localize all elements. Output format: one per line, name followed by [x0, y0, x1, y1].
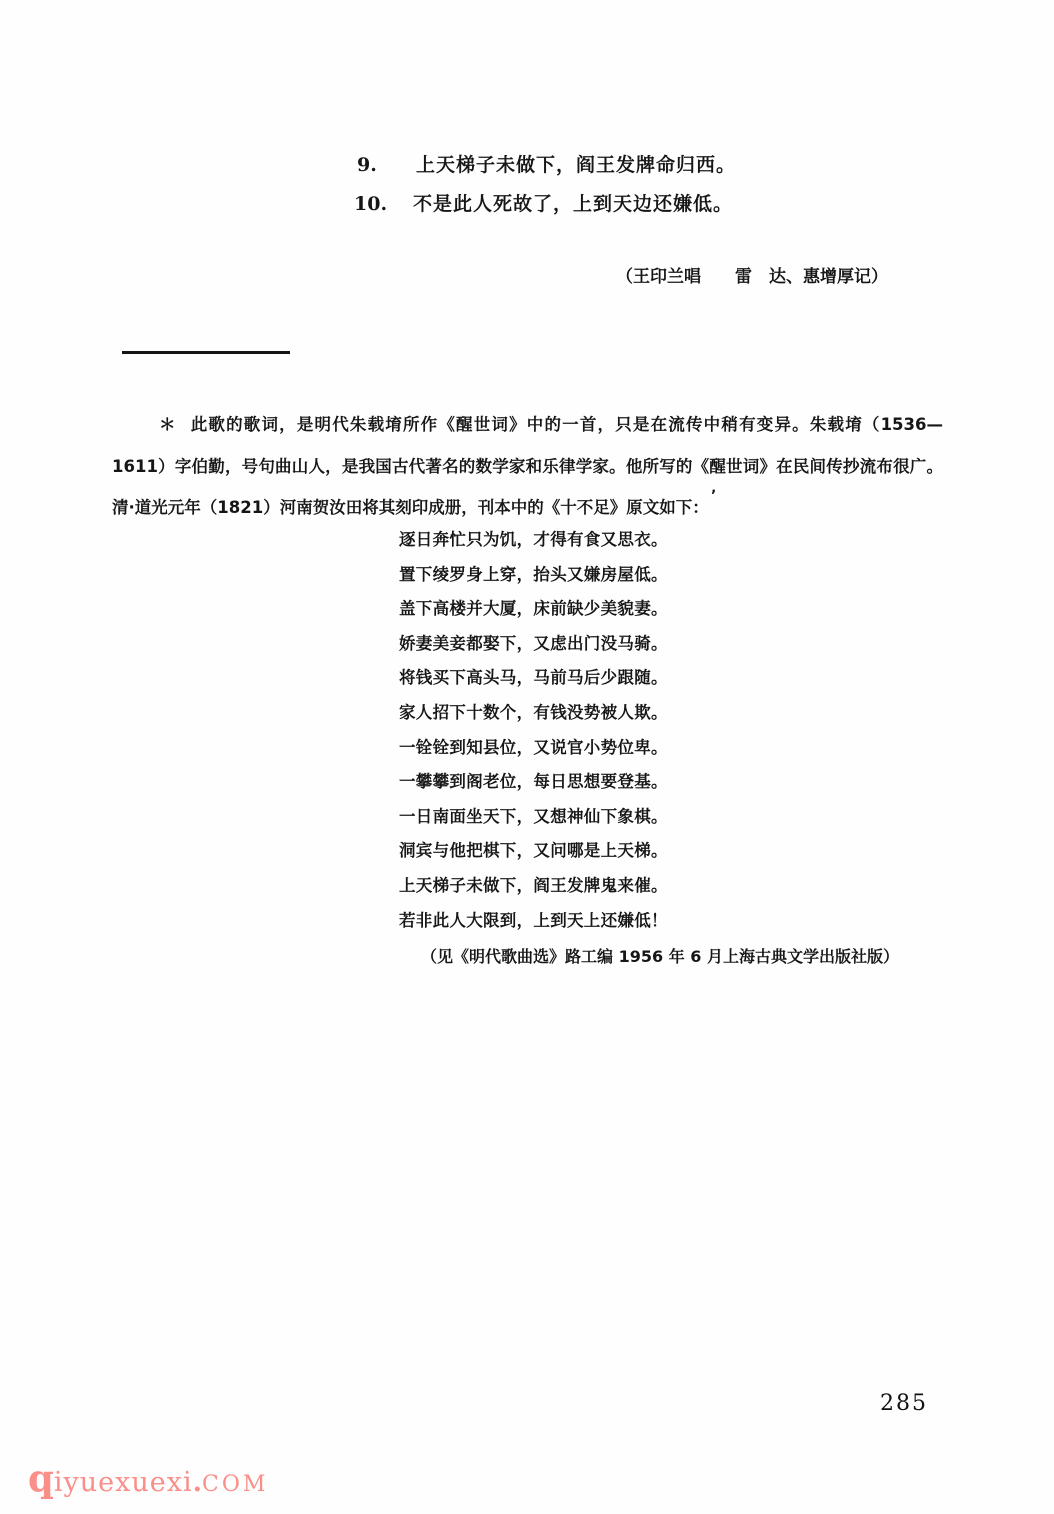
site-watermark [28, 1458, 268, 1506]
poem-line: 逐日奔忙只为饥，才得有食又思衣。 [399, 530, 668, 549]
verse-text: 上天梯子未做下，阎王发牌命归西。 [416, 154, 737, 176]
poem-line: 盖下高楼并大厦，床前缺少美貌妻。 [399, 599, 668, 619]
verse-number: 9. [357, 154, 377, 176]
performer-credit: （王印兰唱 雷 达、惠增厚记） [616, 267, 888, 287]
watermark-dot: . [192, 1467, 202, 1498]
verse-text: 不是此人死故了，上到天边还嫌低。 [413, 193, 734, 215]
footnote-paragraph [112, 404, 943, 529]
quoted-poem [399, 523, 668, 938]
footnote-divider [122, 351, 290, 354]
verse-number: 10. [354, 193, 388, 215]
footnote-text: 此歌的歌词，是明代朱载堉所作《醒世词》中的一首，只是在流传中稍有变异。朱载堉（1536—1611）字伯勤，号句曲山人，是我国古代著名的数学家和乐律学家。他所写的《醒世词》在民间传抄流布很广。清·道光元年（1821）河南贺汝田将其刻印成册，刊本中的《十不足》原文如下： [112, 415, 943, 517]
verse-line-9 [357, 150, 736, 177]
poem-source-citation: （见《明代歌曲选》路工编 1956 年 6 月上海古典文学出版社版） [421, 947, 899, 966]
poem-line: 上天梯子未做下，阎王发牌鬼来催。 [399, 875, 668, 895]
poem-line: 一铨铨到知县位，又说官小势位卑。 [399, 737, 668, 757]
poem-line: 一日南面坐天下，又想神仙下象棋。 [399, 806, 668, 826]
poem-line: 娇妻美妾都娶下，又虑出门没马骑。 [399, 633, 668, 653]
page-number: 285 [880, 1391, 928, 1416]
poem-line: 置下绫罗身上穿，抬头又嫌房屋低。 [399, 564, 668, 584]
scan-artifact-mark: ʼ [711, 488, 717, 504]
watermark-initial: q [28, 1456, 54, 1500]
poem-line: 洞宾与他把棋下，又问哪是上天梯。 [399, 841, 668, 861]
watermark-tld: COM [202, 1472, 269, 1497]
poem-line: 将钱买下高头马，马前马后少跟随。 [399, 668, 668, 688]
poem-line: 家人招下十数个，有钱没势被人欺。 [399, 702, 668, 722]
verse-line-10 [354, 189, 733, 216]
footnote-asterisk: ＊ [159, 415, 177, 434]
poem-line: 一攀攀到阁老位，每日思想要登基。 [399, 772, 668, 792]
poem-line: 若非此人大限到，上到天上还嫌低！ [399, 910, 668, 930]
watermark-name: iyuexuexi [53, 1467, 193, 1498]
